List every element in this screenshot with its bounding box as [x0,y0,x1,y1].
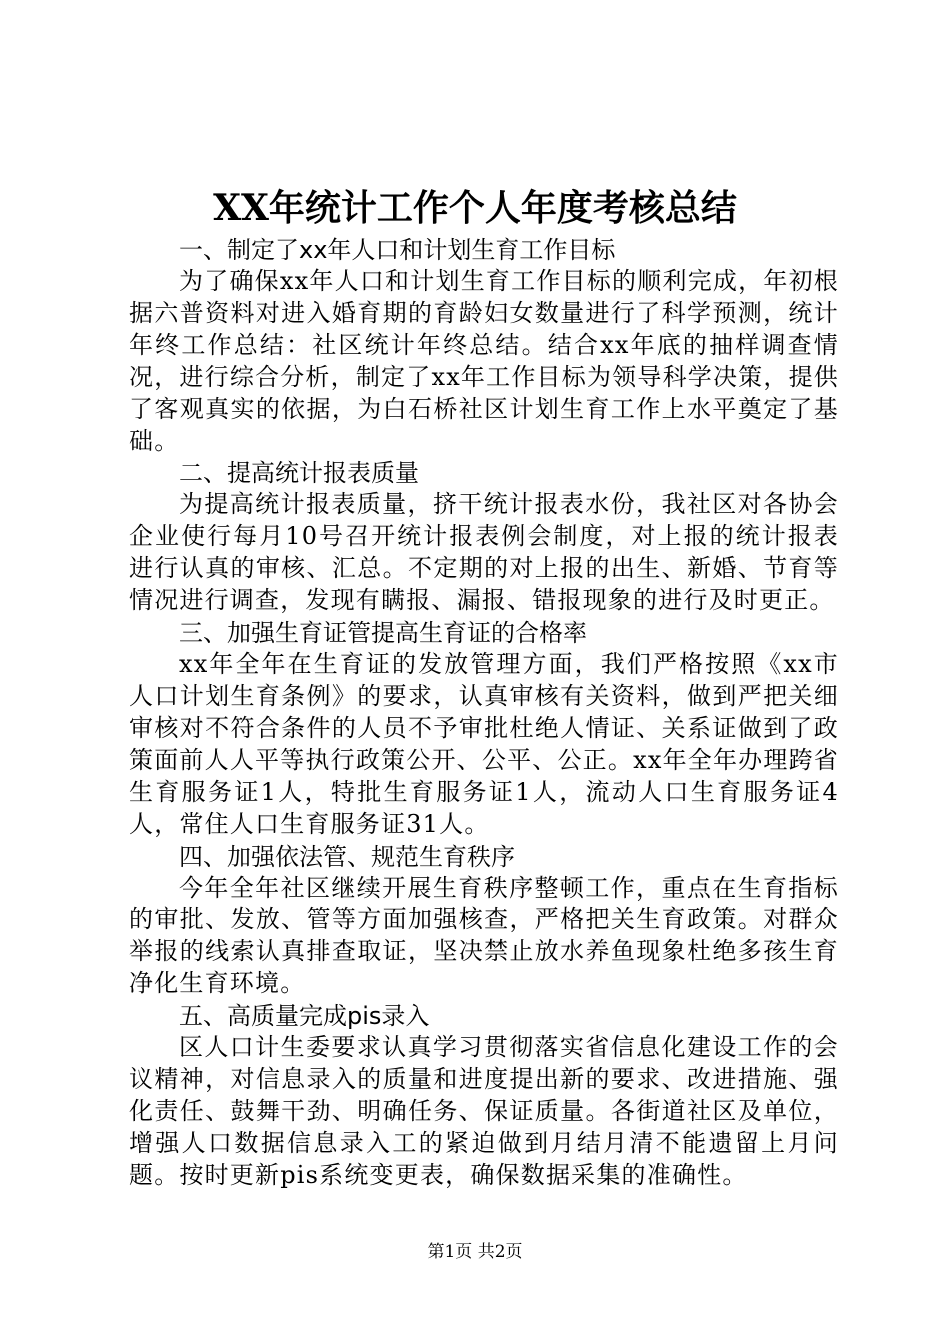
section-heading: 三、加强生育证管提高生育证的合格率 [179,619,587,648]
section-4 [129,841,839,1001]
section-paragraph: 为提高统计报表质量，挤干统计报表水份，我社区对各协会企业使行每月10号召开统计报表例会制度，对上报的统计报表进行认真的审核、汇总。不定期的对上报的出生、新婚、节育等情况进行调查，发现有瞒报、漏报、错报现象的进行及时更正。 [129,490,839,615]
document-body [129,234,839,1192]
section-heading: 五、高质量完成pis录入 [179,1002,430,1031]
section-paragraph: 今年全年社区继续开展生育秩序整顿工作，重点在生育指标的审批、发放、管等方面加强核查，严格把关生育政策。对群众举报的线索认真排查取证，坚决禁止放水养鱼现象杜绝多孩生育净化生育环境。 [129,873,839,998]
section-paragraph: 为了确保xx年人口和计划生育工作目标的顺利完成，年初根据六普资料对进入婚育期的育龄妇女数量进行了科学预测，统计年终工作总结：社区统计年终总结。结合xx年底的抽样调查情况，进行综合分析，制定了xx年工作目标为领导科学决策，提供了客观真实的依据，为白石桥社区计划生育工作上水平奠定了基础。 [129,267,839,455]
section-heading: 二、提高统计报表质量 [179,459,419,488]
section-5 [129,1000,839,1192]
section-1 [129,234,839,457]
section-paragraph: xx年全年在生育证的发放管理方面，我们严格按照《xx市人口计划生育条例》的要求，认真审核有关资料，做到严把关细审核对不符合条件的人员不予审批杜绝人情证、关系证做到了政策面前人人平等执行政策公开、公平、公正。xx年全年办理跨省生育服务证1人，特批生育服务证1人，流动人口生育服务证4人，常住人口生育服务证31人。 [129,650,839,838]
page-footer: 第1页 共2页 [427,1242,523,1262]
section-paragraph: 区人口计生委要求认真学习贯彻落实省信息化建设工作的会议精神，对信息录入的质量和进度提出新的要求、改进措施、强化责任、鼓舞干劲、明确任务、保证质量。各街道社区及单位，增强人口数据信息录入工的紧迫做到月结月清不能遗留上月问题。按时更新pis系统变更表，确保数据采集的准确性。 [129,1033,839,1189]
document-title: XX年统计工作个人年度考核总结 [213,187,737,229]
section-heading: 四、加强依法管、规范生育秩序 [179,842,515,871]
section-3 [129,617,839,840]
section-heading: 一、制定了xx年人口和计划生育工作目标 [179,236,616,264]
section-2 [129,457,839,617]
